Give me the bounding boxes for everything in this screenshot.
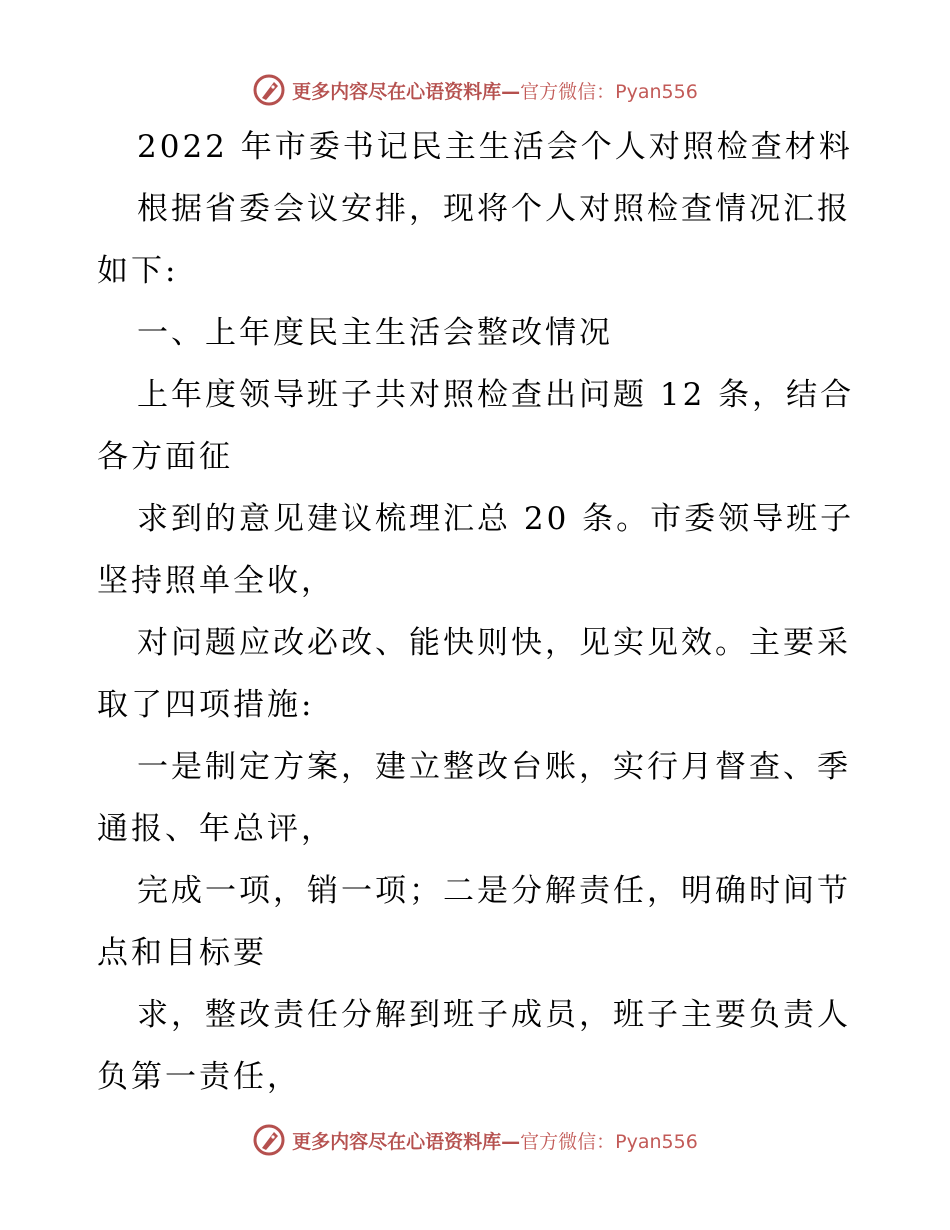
paragraph-line: 完成一项，销一项；二是分解责任，明确时间节 bbox=[137, 873, 851, 909]
watermark-text bbox=[292, 1127, 698, 1154]
paragraph-line: 上年度领导班子共对照检查出问题 12 条，结合 bbox=[137, 377, 855, 413]
watermark-separator: — bbox=[501, 1130, 521, 1153]
watermark-banner-top bbox=[0, 70, 950, 110]
paragraph-line: 对问题应改必改、能快则快，见实见效。主要采 bbox=[137, 625, 851, 661]
watermark-wechat-text: 官方微信：Pyan556 bbox=[520, 1130, 698, 1153]
watermark-site-text: 更多内容尽在心语资料库 bbox=[292, 80, 502, 103]
document-title: 2022 年市委书记民主生活会个人对照检查材料 bbox=[137, 129, 853, 165]
paragraph-line: 通报、年总评， bbox=[97, 811, 335, 847]
paragraph-line: 求，整改责任分解到班子成员，班子主要负责人 bbox=[137, 997, 851, 1033]
watermark-separator: — bbox=[501, 80, 521, 103]
watermark-banner-bottom bbox=[0, 1120, 950, 1160]
watermark-site-text: 更多内容尽在心语资料库 bbox=[292, 1130, 502, 1153]
paragraph-line: 求到的意见建议梳理汇总 20 条。市委领导班子 bbox=[137, 501, 855, 537]
paragraph-line: 一是制定方案，建立整改台账，实行月督查、季 bbox=[137, 749, 851, 785]
document-body bbox=[97, 122, 857, 1102]
paragraph-line: 如下: bbox=[97, 253, 179, 289]
paragraph-line: 根据省委会议安排，现将个人对照检查情况汇报 bbox=[137, 191, 851, 227]
paragraph-line: 点和目标要 bbox=[97, 935, 267, 971]
pen-nib-circle-icon bbox=[252, 1123, 286, 1157]
paragraph-line: 坚持照单全收， bbox=[97, 563, 335, 599]
paragraph-line: 负第一责任， bbox=[97, 1059, 301, 1095]
paragraph-line: 取了四项措施: bbox=[97, 687, 315, 723]
paragraph-line: 各方面征 bbox=[97, 439, 233, 475]
pen-nib-circle-icon bbox=[252, 73, 286, 107]
section-heading: 一、上年度民主生活会整改情况 bbox=[137, 315, 613, 351]
watermark-text bbox=[292, 77, 698, 104]
watermark-wechat-text: 官方微信：Pyan556 bbox=[520, 80, 698, 103]
